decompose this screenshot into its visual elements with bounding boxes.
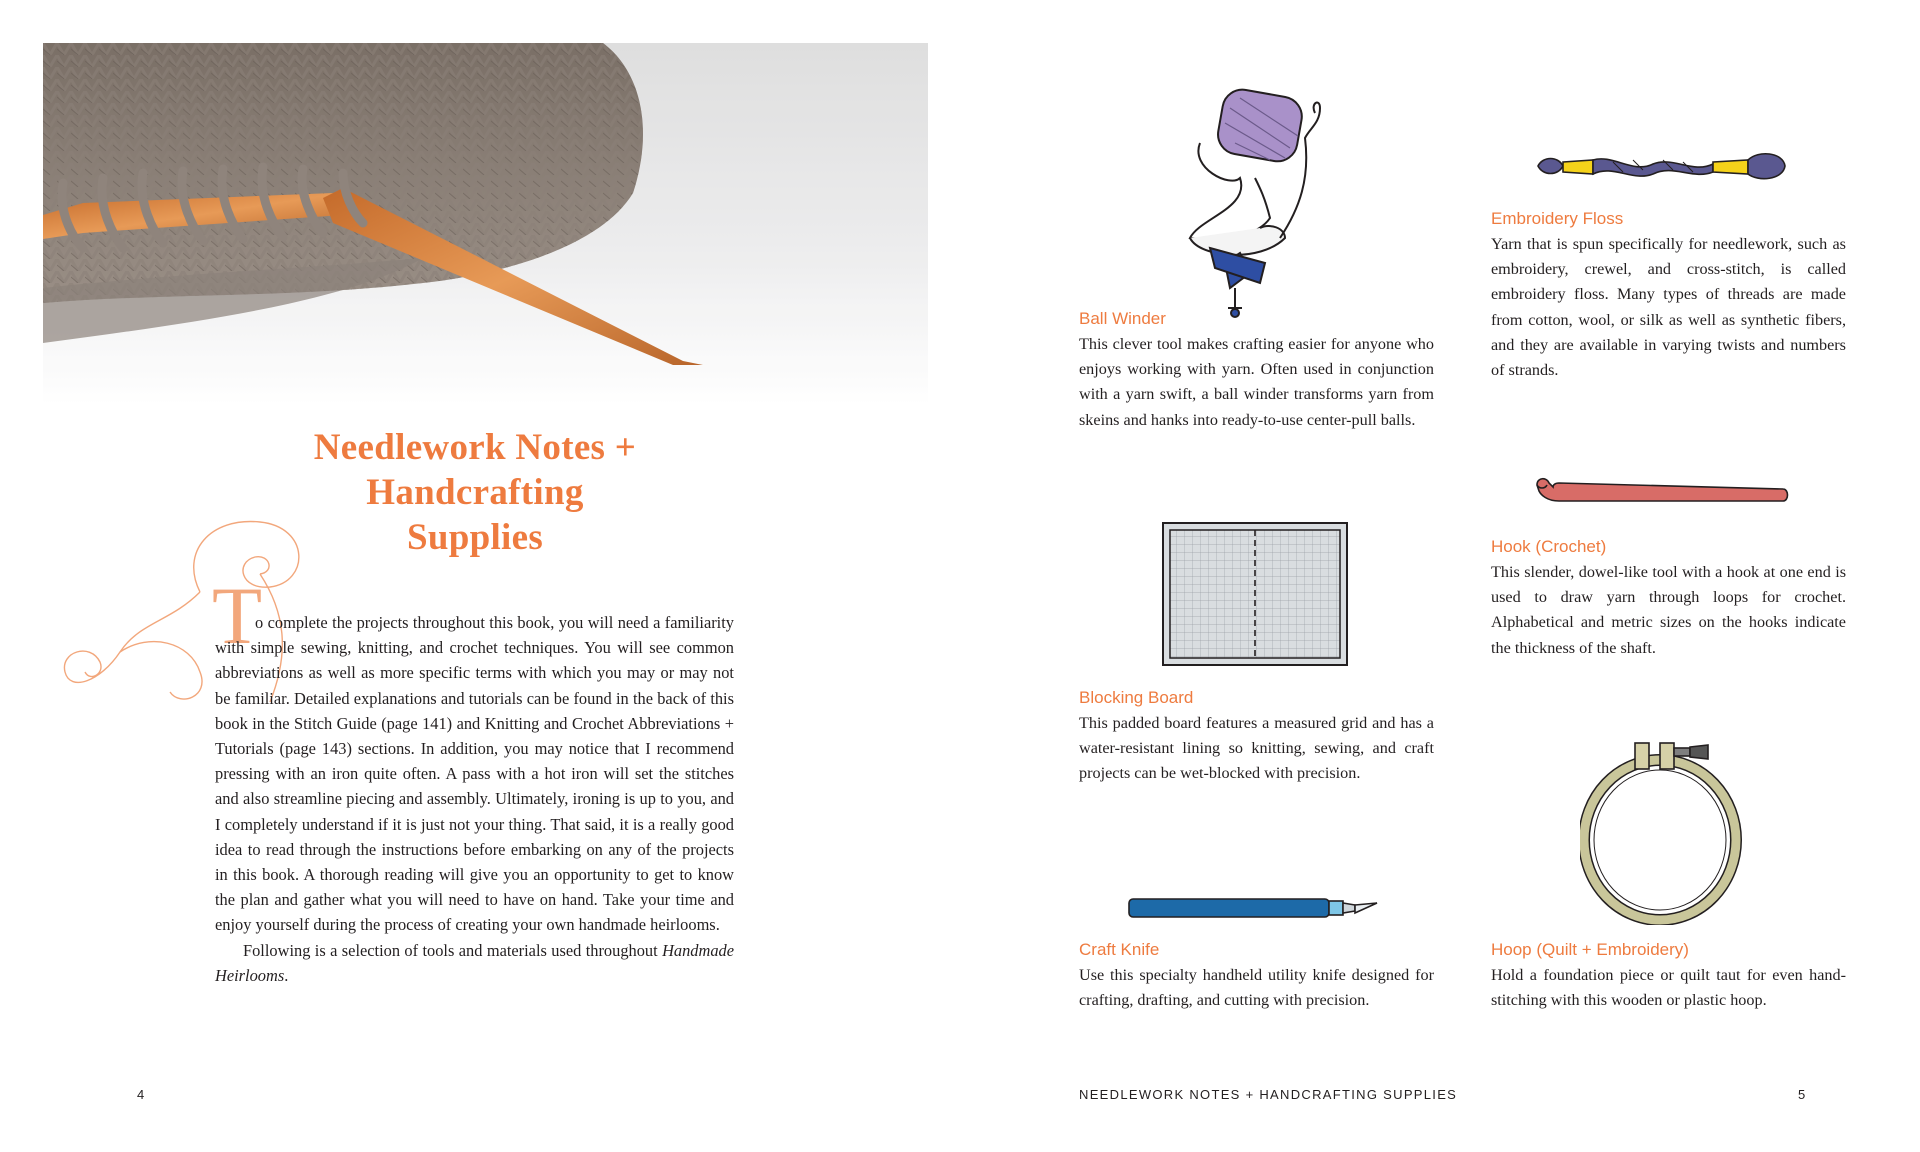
chapter-title (260, 425, 690, 560)
item-craft-knife (1079, 939, 1434, 1013)
embroidery-hoop-icon (1580, 735, 1765, 925)
item-heading: Ball Winder (1079, 309, 1166, 328)
item-ball-winder (1079, 308, 1434, 433)
item-heading: Embroidery Floss (1491, 209, 1624, 228)
intro-paragraph: o complete the projects throughout this book, you will need a familiarity with simple sewing, knitting, and crochet techniques. You will see common abbreviations as well as more specific terms with which you may or may not be familiar. Detailed explanations and tutorials can be found in the back of this book in the Stitch Guide (page 141) and Knitting and Crochet Abbreviations + Tutorials (page 143) sections. In addition, you may notice that I recommend pressing with an iron quite often. A pass with a hot iron will set the stitches and also streamline piecing and assembly. Ultimately, ironing is up to you, and I completely understand if it is just not your thing. That said, it is a really good idea to read through the instructions before embarking on any of the projects in this book. A thorough reading will give you an opportunity to get to know the plan and gather what you will need to have on hand. Take your time and enjoy yourself during the process of creating your own handmade heirlooms. (215, 613, 734, 935)
item-crochet-hook (1491, 536, 1846, 661)
item-blocking-board (1079, 687, 1434, 787)
chapter-title-line: Needlework Notes + (313, 427, 637, 468)
embroidery-floss-icon (1533, 148, 1791, 186)
item-heading: Craft Knife (1079, 940, 1160, 959)
craft-knife-icon (1125, 893, 1380, 923)
ball-winder-icon (1170, 88, 1340, 320)
item-embroidery-floss (1491, 208, 1846, 383)
chapter-title-line: Supplies (406, 517, 544, 558)
page-number-right: 5 (1798, 1087, 1806, 1102)
blocking-board-icon (1160, 520, 1350, 668)
item-description: Hold a foundation piece or quilt taut for even hand-stitching with this wooden or plastic hoop. (1491, 966, 1846, 1010)
paragraph-2-text: Following is a selection of tools and materials used throughout (243, 940, 663, 960)
drop-cap: T (212, 570, 263, 661)
crochet-hook-icon (1533, 475, 1791, 509)
item-description: This slender, dowel-like tool with a hook at one end is used to draw yarn through loops for crochet. Alphabetical and metric sizes on the hooks indicate the thickness of the shaft. (1491, 563, 1846, 657)
intro-paragraph-2 (215, 938, 734, 988)
paragraph-2-end: . (284, 965, 289, 985)
page-number-left: 4 (137, 1087, 145, 1102)
item-embroidery-hoop (1491, 939, 1846, 1013)
item-description: This padded board features a measured grid and has a water-resistant lining so knitting, sewing, and craft projects can be wet-blocked with precision. (1079, 714, 1434, 783)
chapter-title-line: Handcrafting (366, 472, 584, 513)
item-description: This clever tool makes crafting easier for anyone who enjoys working with yarn. Often used in conjunction with a yarn swift, a ball winder transforms yarn from skeins and hanks into ready-to-use center-pull balls. (1079, 335, 1434, 429)
intro-text (215, 610, 734, 988)
running-head: NEEDLEWORK NOTES + HANDCRAFTING SUPPLIES (1079, 1087, 1458, 1102)
book-title: Handmade Heirlooms (215, 940, 734, 985)
item-description: Yarn that is spun specifically for needlework, such as embroidery, crewel, and cross-stitch, is called embroidery floss. Many types of threads are made from cotton, wool, or silk as well as synthetic fibers, and they are available in varying twists and numbers of strands. (1491, 235, 1846, 380)
item-heading: Blocking Board (1079, 688, 1194, 707)
item-heading: Hoop (Quilt + Embroidery) (1491, 940, 1689, 959)
knitting-photo (43, 43, 928, 405)
item-heading: Hook (Crochet) (1491, 537, 1607, 556)
item-description: Use this specialty handheld utility knife designed for crafting, drafting, and cutting with precision. (1079, 966, 1434, 1010)
